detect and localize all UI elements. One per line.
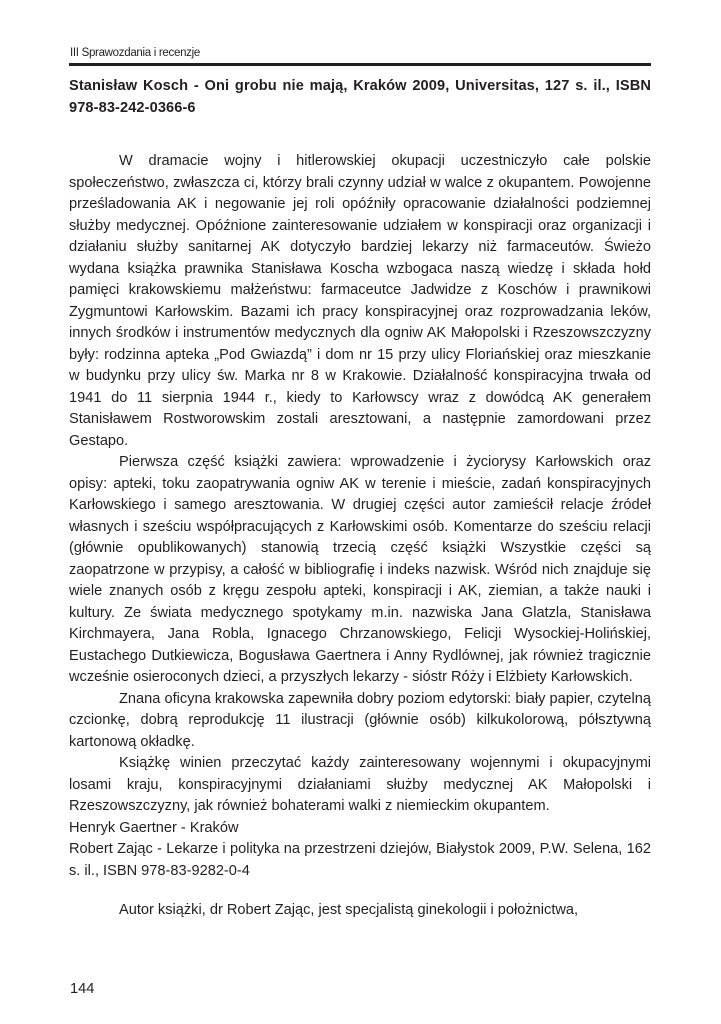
page-number: 144 [70,981,95,997]
reviewer-signature: Henryk Gaertner - Kraków [69,819,239,836]
section-header: III Sprawozdania i recenzje [70,47,200,59]
header-rule [69,63,651,66]
second-review-citation: Robert Zając - Lekarze i polityka na przestrzeni dziejów, Białystok 2009, P.W. Selena, 162 s. il., ISBN 978-83-9282-0-4 [69,841,651,879]
review-paragraph-3: Znana oficyna krakowska zapewniła dobry poziom edytorski: biały papier, czytelną czcionkę, dobrą reprodukcję 11 ilustracji (głównie osób) kilkukolorową, półsztywną kartonową okładkę. [69,690,651,750]
review-paragraph-1: W dramacie wojny i hitlerowskiej okupacji uczestniczyło całe polskie społeczeństwo, zwłaszcza ci, którzy brali czynny udział w walce z okupantem. Powojenne prześladowania AK i negowanie jej roli opóźniły opracowanie działalności podziemnej służby medycznej. Opóźnione zainteresowanie udziałem w konspiracji oraz organizacji i działaniu służby sanitarnej AK dotyczyło bardziej lekarzy niż farmaceutów. Świeżo wydana książka prawnika Stanisława Koscha wzbogaca naszą wiedzę i składa hołd pamięci krakowskiemu małżeństwu: farmaceutce Jadwidze z Koschów i prawnikowi Zygmuntowi Karłowskim. Bazami ich pracy konspiracyjnej oraz rozprowadzania leków, innych środków i instrumentów medycznych dla ogniw AK Małopolski i Rzeszowszczyzny były: rodzinna apteka „Pod Gwiazdą” i dom nr 15 przy ulicy Floriańskiej oraz mieszkanie w budynku przy ulicy św. Marka nr 8 w Krakowie. Działalność konspiracyjna trwała od 1941 do 11 sierpnia 1944 r., kiedy to Karłowscy wraz z dowódcą AK generałem Stanisławem Rostworowskim zostali aresztowani, a następnie zamordowani przez Gestapo. [69,153,651,449]
second-review-paragraph-1: Autor książki, dr Robert Zając, jest specjalistą ginekologii i położnictwa, [119,902,579,918]
review-paragraph-2: Pierwsza część książki zawiera: wprowadzenie i życiorysy Karłowskich oraz opisy: apteki, toku zaopatrywania ogniw AK w terenie i mieście, zadań konspiracyjnych Karłowskiego i samego aresztowania. W drugiej części autor zamieścił relacje źródeł własnych i sześciu współpracujących z Karłowskimi osób. Komentarze do sześciu relacji (głównie opublikowanych) stanowią trzecią część książki Wszystkie części są zaopatrzone w przypisy, a całość w bibliografię i indeks nazwisk. Wśród nich znajduje się wiele znanych osób z kręgu zespołu apteki, konspiracji i AK, ziemian, a także nauki i kultury. Ze świata medycznego spotykamy m.in. nazwiska Jana Glatzla, Stanisława Kirchmayera, Jana Robla, Ignacego Chrzanowskiego, Felicji Wysockiej-Holińskiej, Eustachego Dutkiewicza, Bogusława Gaertnera i Anny Rydlównej, jak również tragicznie wcześnie osieroconych dzieci, a przyszłych lekarzy - sióstr Róży i Elżbiety Karłowskich. [69,454,651,685]
review-paragraph-4: Książkę winien przeczytać każdy zainteresowany wojennymi i okupacyjnymi losami kraju, konspiracyjnymi działaniami służby medycznej AK Małopolski i Rzeszowszczyzny, jak również bohaterami walki z niemieckim okupantem. [69,755,651,814]
review-title: Stanisław Kosch - Oni grobu nie mają, Kraków 2009, Universitas, 127 s. il., ISBN 978-83-242-0366-6 [69,78,651,116]
page-content [69,76,651,922]
